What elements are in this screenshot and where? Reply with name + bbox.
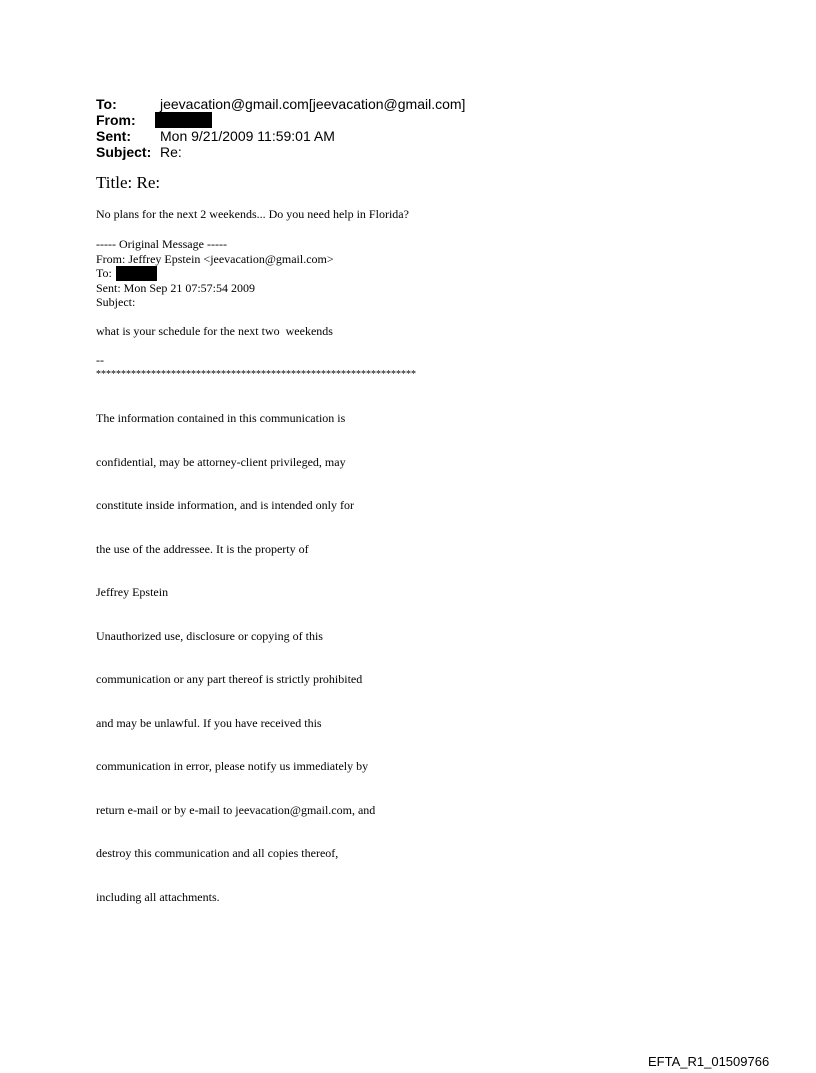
disclaimer-line: communication or any part thereof is strictly prohibited: [96, 672, 363, 686]
subject-label: Subject:: [96, 144, 152, 160]
disclaimer-line: and may be unlawful. If you have received this: [96, 715, 322, 730]
original-body: what is your schedule for the next two weekends: [96, 324, 333, 338]
subject-value: Re:: [160, 144, 182, 160]
disclaimer-line: Jeffrey Epstein: [96, 585, 169, 599]
document-id: EFTA_R1_01509766: [648, 1054, 770, 1069]
from-redaction-box: [155, 112, 212, 128]
reply-body: No plans for the next 2 weekends... Do you need help in Florida?: [96, 207, 409, 221]
to-value: jeevacation@gmail.com[jeevacation@gmail.com]: [160, 96, 466, 112]
message-title: Title: Re:: [96, 173, 161, 192]
sent-value: Mon 9/21/2009 11:59:01 AM: [160, 128, 335, 144]
disclaimer-line: destroy this communication and all copies thereof,: [96, 846, 339, 860]
original-sent-line: Sent: Mon Sep 21 07:57:54 2009: [96, 280, 256, 295]
disclaimer-line: constitute inside information, and is intended only for: [96, 498, 354, 512]
disclaimer-line: the use of the addressee. It is the property of: [96, 541, 309, 556]
original-from-line: From: Jeffrey Epstein <jeevacation@gmail.com>: [96, 251, 334, 266]
disclaimer-line: confidential, may be attorney-client privileged, may: [96, 454, 346, 469]
from-label: From:: [96, 112, 136, 128]
disclaimer-line: communication in error, please notify us immediately by: [96, 759, 369, 773]
disclaimer-line: The information contained in this communication is: [96, 411, 346, 425]
original-to-line: To:: [96, 266, 112, 280]
original-subject-line: Subject:: [96, 295, 136, 309]
signature-dashes: --: [96, 353, 104, 367]
original-separator: ----- Original Message -----: [96, 237, 227, 251]
to-label: To:: [96, 96, 117, 112]
disclaimer: [96, 382, 375, 919]
disclaimer-line: Unauthorized use, disclosure or copying of this: [96, 628, 323, 643]
signature-stars: ****************************************************************: [96, 368, 416, 380]
disclaimer-line: including all attachments.: [96, 889, 220, 904]
disclaimer-line: return e-mail or by e-mail to jeevacation@gmail.com, and: [96, 802, 376, 817]
sent-label: Sent:: [96, 128, 131, 144]
original-to-redaction-box: [116, 266, 157, 281]
